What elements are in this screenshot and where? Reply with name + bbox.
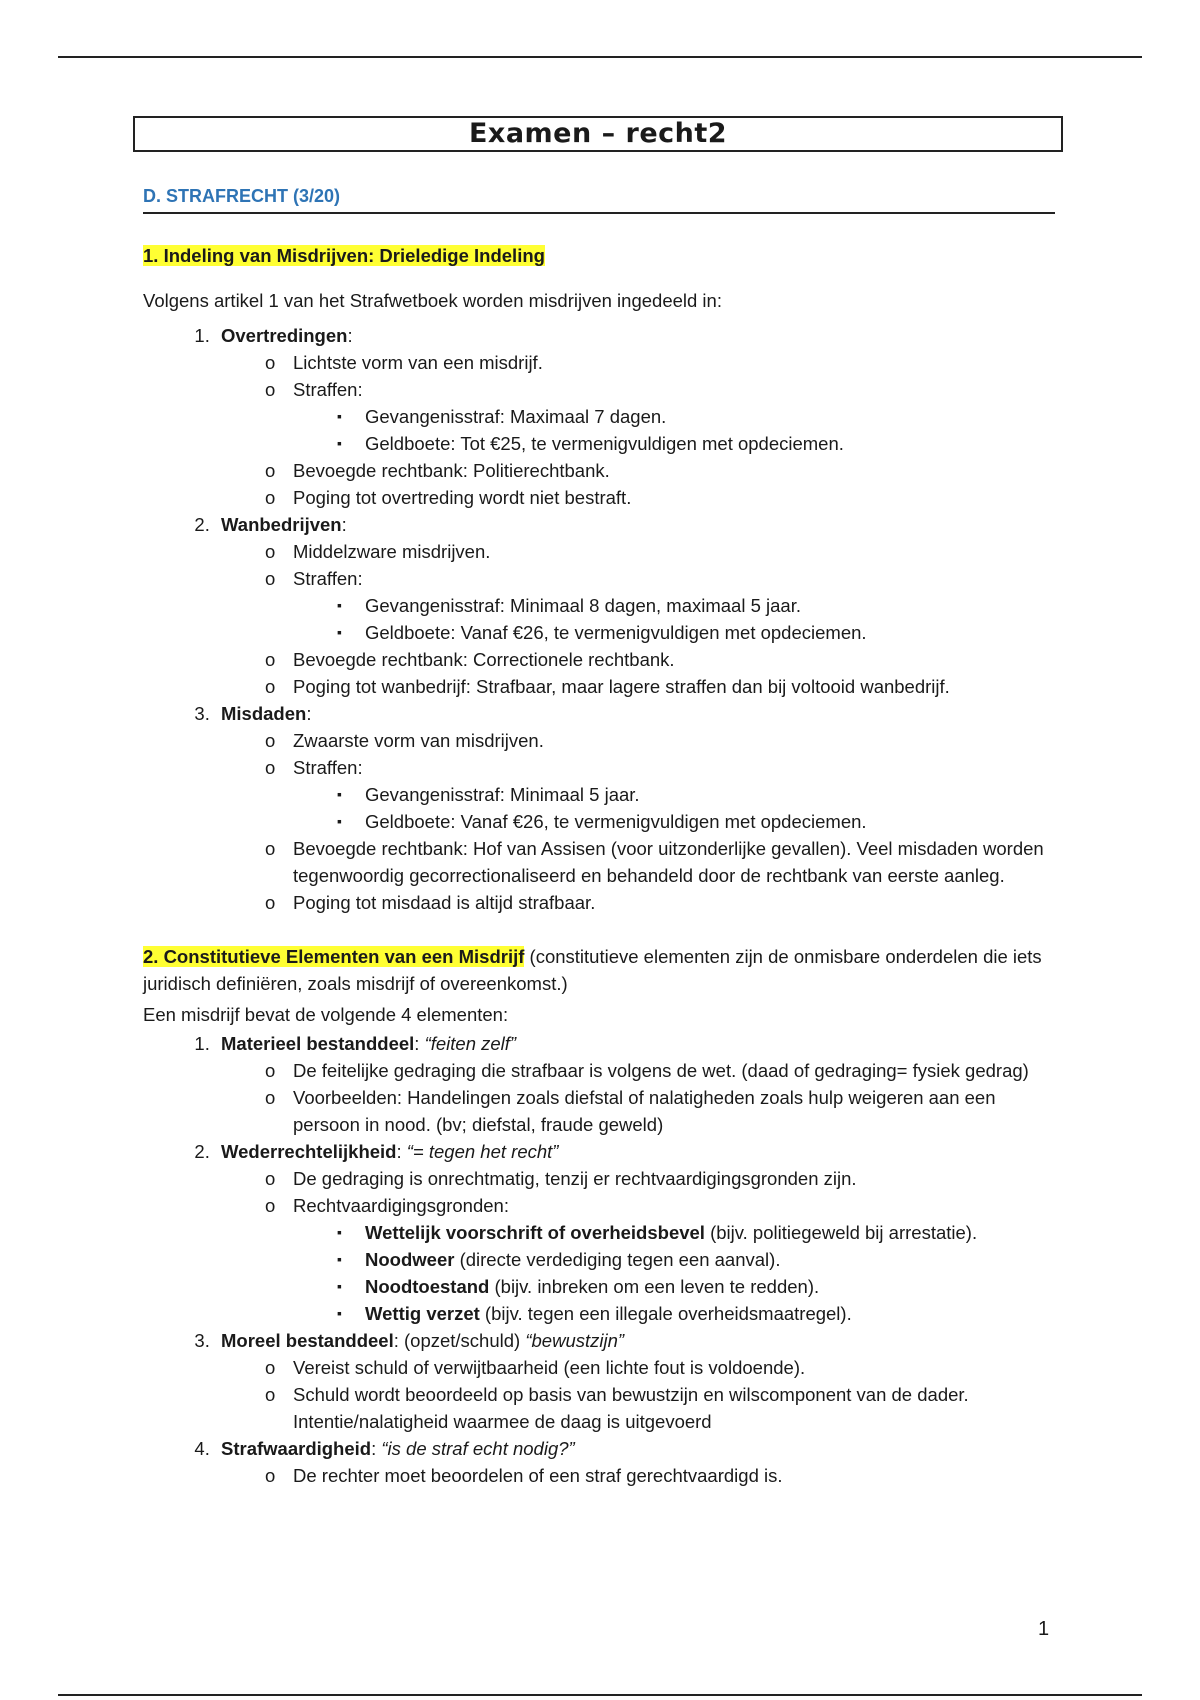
item-title: Wederrechtelijkheid bbox=[221, 1141, 397, 1162]
list-item: o Rechtvaardigingsgronden: ▪ Wettelijk voorschrift of overheidsbevel (bijv. politiegeweld bij arrestatie). ▪ Noodweer (directe verdediging tegen een aanval). ▪ Noodtoestand (bijv. inbreken om een leven te redden). ▪ Wettig verzet (bijv. tegen een illegale overheidsmaatregel). bbox=[265, 1192, 1063, 1327]
list-item: o Straffen: ▪ Gevangenisstraf: Maximaal 7 dagen. ▪ Geldboete: Tot €25, te vermenigvuldigen met opdeciemen. bbox=[265, 376, 1063, 457]
part1-heading: 1. Indeling van Misdrijven: Drieledige Indeling bbox=[143, 245, 545, 266]
document-title: Examen – recht2 bbox=[133, 116, 1063, 152]
item-title: Wanbedrijven bbox=[221, 514, 342, 535]
list-item: o Straffen: ▪ Gevangenisstraf: Minimaal 8 dagen, maximaal 5 jaar. ▪ Geldboete: Vanaf €26, te vermenigvuldigen met opdeciemen. bbox=[265, 565, 1063, 646]
list-item: o Poging tot wanbedrijf: Strafbaar, maar lagere straffen dan bij voltooid wanbedrijf. bbox=[265, 673, 1063, 700]
item-title: Moreel bestanddeel bbox=[221, 1330, 394, 1351]
list-item: 2. Wederrechtelijkheid: “= tegen het recht” o De gedraging is onrechtmatig, tenzij er rechtvaardigingsgronden zijn. o Rechtvaardigingsgronden: ▪ Wettelijk voorschrift of overheidsbevel (bijv. politiegeweld bij arrestatie). ▪ Noodweer (directe verdediging tegen een aanval). ▪ Noodtoestand (bijv. inbreken om een leven te redden). ▪ Wettig verzet (bijv. tegen een illegale overheidsmaatregel). bbox=[215, 1138, 1063, 1327]
item-title: Misdaden bbox=[221, 703, 307, 724]
list-item: o Vereist schuld of verwijtbaarheid (een lichte fout is voldoende). bbox=[265, 1354, 1063, 1381]
list-item: o De feitelijke gedraging die strafbaar is volgens de wet. (daad of gedraging= fysiek gedrag) bbox=[265, 1057, 1063, 1084]
list-item: ▪ Wettelijk voorschrift of overheidsbevel (bijv. politiegeweld bij arrestatie). bbox=[337, 1219, 1063, 1246]
list-item: 3. Moreel bestanddeel: (opzet/schuld) “bewustzijn” o Vereist schuld of verwijtbaarheid (een lichte fout is voldoende). o Schuld wordt beoordeeld op basis van bewustzijn en wilscomponent van de dader. Intentie/nalatigheid waarmee de daag is uitgevoerd bbox=[215, 1327, 1063, 1435]
list-item: o De gedraging is onrechtmatig, tenzij er rechtvaardigingsgronden zijn. bbox=[265, 1165, 1063, 1192]
footer-rule bbox=[58, 1694, 1142, 1696]
section-heading: D. STRAFRECHT (3/20) bbox=[143, 184, 1055, 214]
document-body bbox=[143, 242, 1063, 1489]
item-title: Materieel bestanddeel bbox=[221, 1033, 415, 1054]
item-title: Strafwaardigheid bbox=[221, 1438, 372, 1459]
part2-intro: Een misdrijf bevat de volgende 4 elementen: bbox=[143, 1004, 509, 1025]
list-item: o Bevoegde rechtbank: Hof van Assisen (voor uitzonderlijke gevallen). Veel misdaden worden tegenwoordig gecorrectionaliseerd en behandeld door de rechtbank van eerste aanleg. bbox=[265, 835, 1063, 889]
item-title: Overtredingen bbox=[221, 325, 348, 346]
part2-heading-line bbox=[143, 943, 1063, 997]
list-item: o Zwaarste vorm van misdrijven. bbox=[265, 727, 1063, 754]
list-item: ▪ Geldboete: Vanaf €26, te vermenigvuldigen met opdeciemen. bbox=[337, 619, 1063, 646]
list-item: o Poging tot overtreding wordt niet bestraft. bbox=[265, 484, 1063, 511]
list-item: ▪ Geldboete: Vanaf €26, te vermenigvuldigen met opdeciemen. bbox=[337, 808, 1063, 835]
constitutive-elements-list bbox=[143, 1030, 1063, 1489]
list-item: o Poging tot misdaad is altijd strafbaar. bbox=[265, 889, 1063, 916]
list-item: ▪ Gevangenisstraf: Minimaal 5 jaar. bbox=[337, 781, 1063, 808]
part1-intro: Volgens artikel 1 van het Strafwetboek worden misdrijven ingedeeld in: bbox=[143, 290, 722, 311]
list-item: o Voorbeelden: Handelingen zoals diefstal of nalatigheden zoals hulp weigeren aan een persoon in nood. (bv; diefstal, fraude geweld) bbox=[265, 1084, 1063, 1138]
list-item: ▪ Geldboete: Tot €25, te vermenigvuldigen met opdeciemen. bbox=[337, 430, 1063, 457]
part2-heading-note: (constitutieve elementen zijn de onmisbare onderdelen die iets juridisch definiëren, zoals misdrijf of overeenkomst.) bbox=[143, 946, 1042, 994]
list-item: o Lichtste vorm van een misdrijf. bbox=[265, 349, 1063, 376]
part2-heading: 2. Constitutieve Elementen van een Misdrijf bbox=[143, 946, 525, 967]
list-item: o Schuld wordt beoordeeld op basis van bewustzijn en wilscomponent van de dader. Intentie/nalatigheid waarmee de daag is uitgevoerd bbox=[265, 1381, 1063, 1435]
list-item: 3. Misdaden: o Zwaarste vorm van misdrijven. o Straffen: ▪ Gevangenisstraf: Minimaal 5 jaar. ▪ Geldboete: Vanaf €26, te vermenigvuldigen met opdeciemen. o Bevoegde rechtbank: Hof van Assisen (voor uitzonderlijke gevallen). Veel misdaden worden tegenwoordig gecorrectionaliseerd en behandeld door de rechtbank van eerste aanleg. o Poging tot misdaad is altijd strafbaar. bbox=[215, 700, 1063, 916]
part1-heading-line bbox=[143, 242, 1063, 269]
offense-categories-list bbox=[143, 322, 1063, 916]
list-item: ▪ Wettig verzet (bijv. tegen een illegale overheidsmaatregel). bbox=[337, 1300, 1063, 1327]
list-item: ▪ Noodtoestand (bijv. inbreken om een leven te redden). bbox=[337, 1273, 1063, 1300]
list-item: ▪ Noodweer (directe verdediging tegen een aanval). bbox=[337, 1246, 1063, 1273]
list-item: o Middelzware misdrijven. bbox=[265, 538, 1063, 565]
list-item: 4. Strafwaardigheid: “is de straf echt nodig?” o De rechter moet beoordelen of een straf gerechtvaardigd is. bbox=[215, 1435, 1063, 1489]
list-item: o Straffen: ▪ Gevangenisstraf: Minimaal 5 jaar. ▪ Geldboete: Vanaf €26, te vermenigvuldigen met opdeciemen. bbox=[265, 754, 1063, 835]
list-item: ▪ Gevangenisstraf: Minimaal 8 dagen, maximaal 5 jaar. bbox=[337, 592, 1063, 619]
page-number: 1 bbox=[1038, 1618, 1050, 1640]
list-item: o Bevoegde rechtbank: Politierechtbank. bbox=[265, 457, 1063, 484]
list-item: o Bevoegde rechtbank: Correctionele rechtbank. bbox=[265, 646, 1063, 673]
list-item: 1. Overtredingen: o Lichtste vorm van een misdrijf. o Straffen: ▪ Gevangenisstraf: Maximaal 7 dagen. ▪ Geldboete: Tot €25, te vermenigvuldigen met opdeciemen. o Bevoegde rechtbank: Politierechtbank. o Poging tot overtreding wordt niet bestraft. bbox=[215, 322, 1063, 511]
list-item: 2. Wanbedrijven: o Middelzware misdrijven. o Straffen: ▪ Gevangenisstraf: Minimaal 8 dagen, maximaal 5 jaar. ▪ Geldboete: Vanaf €26, te vermenigvuldigen met opdeciemen. o Bevoegde rechtbank: Correctionele rechtbank. o Poging tot wanbedrijf: Strafbaar, maar lagere straffen dan bij voltooid wanbedrijf. bbox=[215, 511, 1063, 700]
list-item: o De rechter moet beoordelen of een straf gerechtvaardigd is. bbox=[265, 1462, 1063, 1489]
list-item: 1. Materieel bestanddeel: “feiten zelf” o De feitelijke gedraging die strafbaar is volgens de wet. (daad of gedraging= fysiek gedrag) o Voorbeelden: Handelingen zoals diefstal of nalatigheden zoals hulp weigeren aan een persoon in nood. (bv; diefstal, fraude geweld) bbox=[215, 1030, 1063, 1138]
list-item: ▪ Gevangenisstraf: Maximaal 7 dagen. bbox=[337, 403, 1063, 430]
header-rule bbox=[58, 56, 1142, 58]
